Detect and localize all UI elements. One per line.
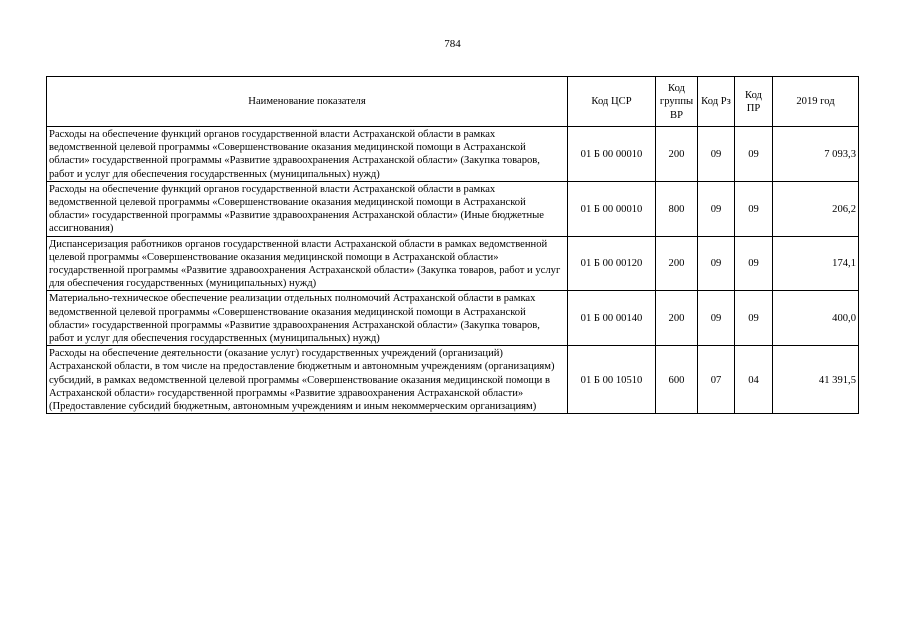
row-csr: 01 Б 00 00010	[568, 181, 656, 236]
row-vr: 200	[656, 291, 698, 346]
table-row	[47, 236, 859, 291]
row-csr: 01 Б 00 00010	[568, 127, 656, 182]
table-row	[47, 291, 859, 346]
row-pr: 09	[735, 236, 773, 291]
row-pr: 09	[735, 181, 773, 236]
row-amount: 400,0	[773, 291, 859, 346]
row-csr: 01 Б 00 10510	[568, 346, 656, 414]
row-rz: 09	[698, 127, 735, 182]
row-name: Материально-техническое обеспечение реализации отдельных полномочий Астраханской области в рамках ведомственной целевой программы «Совершенствование оказания медицинской помощи в Астраханской области» государственной программы «Развитие здравоохранения Астраханской области» (Закупка товаров, работ и услуг для обеспечения государственных (муниципальных) нужд)	[47, 291, 568, 346]
table-row	[47, 127, 859, 182]
row-amount: 206,2	[773, 181, 859, 236]
row-amount: 7 093,3	[773, 127, 859, 182]
header-pr: Код ПР	[735, 77, 773, 127]
row-rz: 09	[698, 236, 735, 291]
row-pr: 09	[735, 291, 773, 346]
row-vr: 200	[656, 236, 698, 291]
row-pr: 04	[735, 346, 773, 414]
row-amount: 41 391,5	[773, 346, 859, 414]
table-header-row	[47, 77, 859, 127]
header-name: Наименование показателя	[47, 77, 568, 127]
row-csr: 01 Б 00 00120	[568, 236, 656, 291]
row-rz: 07	[698, 346, 735, 414]
row-amount: 174,1	[773, 236, 859, 291]
budget-table	[46, 76, 859, 414]
row-vr: 800	[656, 181, 698, 236]
row-vr: 200	[656, 127, 698, 182]
table-row	[47, 346, 859, 414]
header-vr: Код группы ВР	[656, 77, 698, 127]
table-row	[47, 181, 859, 236]
row-name: Расходы на обеспечение деятельности (оказание услуг) государственных учреждений (организаций) Астраханской области, в том числе на предоставление бюджетным и автономным учреждениям (организациям) субсидий, в рамках ведомственной целевой программы «Совершенствование оказания медицинской помощи в Астраханской области» государственной программы «Развитие здравоохранения Астраханской области» (Предоставление субсидий бюджетным, автономным учреждениям и иным некоммерческим организациям)	[47, 346, 568, 414]
row-rz: 09	[698, 291, 735, 346]
row-csr: 01 Б 00 00140	[568, 291, 656, 346]
row-rz: 09	[698, 181, 735, 236]
row-name: Расходы на обеспечение функций органов государственной власти Астраханской области в рамках ведомственной целевой программы «Совершенствование оказания медицинской помощи в Астраханской области» государственной программы «Развитие здравоохранения Астраханской области» (Иные бюджетные ассигнования)	[47, 181, 568, 236]
page-number: 784	[444, 38, 461, 50]
header-csr: Код ЦСР	[568, 77, 656, 127]
header-rz: Код Рз	[698, 77, 735, 127]
header-amount: 2019 год	[773, 77, 859, 127]
row-vr: 600	[656, 346, 698, 414]
row-name: Расходы на обеспечение функций органов государственной власти Астраханской области в рамках ведомственной целевой программы «Совершенствование оказания медицинской помощи в Астраханской области» государственной программы «Развитие здравоохранения Астраханской области» (Закупка товаров, работ и услуг для обеспечения государственных (муниципальных) нужд)	[47, 127, 568, 182]
row-pr: 09	[735, 127, 773, 182]
row-name: Диспансеризация работников органов государственной власти Астраханской области в рамках ведомственной целевой программы «Совершенствование оказания медицинской помощи в Астраханской области» государственной программы «Развитие здравоохранения Астраханской области» (Закупка товаров, работ и услуг для обеспечения государственных (муниципальных) нужд)	[47, 236, 568, 291]
